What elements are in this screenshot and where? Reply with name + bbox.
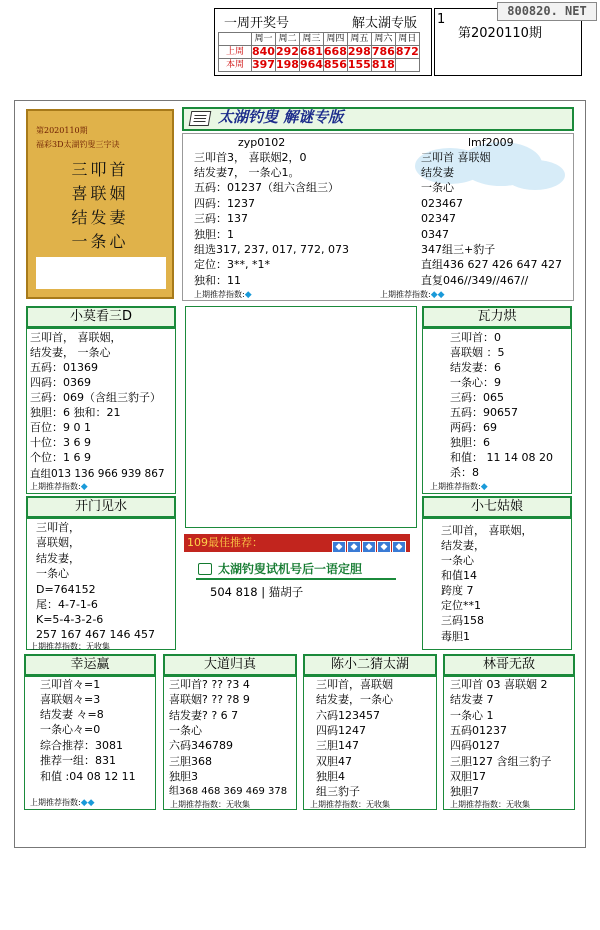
poem-line: 三叩首 xyxy=(71,160,129,179)
pred-line: 四码1247 xyxy=(316,724,366,737)
day-header: 周六 xyxy=(371,33,395,46)
pred-line: 三叩首 03 喜联姻 2 xyxy=(450,678,548,691)
pred-line: 三码：069（含组三豹子） xyxy=(30,391,161,404)
pred-line: 组选317, 237, 017, 772, 073 xyxy=(194,243,349,256)
diamond-icon: ◆ xyxy=(80,482,88,492)
best-recommend-bar xyxy=(184,534,410,552)
row-label: 上周 xyxy=(219,46,252,59)
poem-line: 一条心 xyxy=(71,232,129,251)
panel-title: 小七姑娘 xyxy=(422,496,572,518)
jietai-number: 1 xyxy=(437,12,446,27)
pred-line: 五码：90657 xyxy=(450,406,518,419)
pred-line: 三叩首々=1 xyxy=(40,678,101,691)
pred-line: 0347 xyxy=(421,228,449,241)
pred-line: 五码01237 xyxy=(450,724,507,737)
pred-line: 四码0127 xyxy=(450,739,500,752)
panel-title: 大道归真 xyxy=(163,654,297,676)
center-image-panel xyxy=(185,306,417,528)
recommend-label: 上期推荐指数：无收集 xyxy=(450,800,530,809)
pred-line: 毒胆1 xyxy=(441,630,470,643)
result-cell: 872 xyxy=(395,45,419,58)
pred-line: 十位：3 6 9 xyxy=(30,436,91,449)
result-cell: 681 xyxy=(299,45,323,58)
pred-line: 一条心 xyxy=(441,554,474,567)
result-cell: 668 xyxy=(323,45,347,58)
pred-line: 三叩首 喜联姻 xyxy=(421,151,491,164)
pred-line: 独胆：6 xyxy=(450,436,490,449)
poem-subtitle: 福彩3D太湖钓叟三字诀 xyxy=(36,140,120,149)
result-cell: 397 xyxy=(252,58,275,71)
site-badge[interactable]: 800820. NET xyxy=(497,2,597,21)
pred-line: 一条心々=0 xyxy=(40,723,101,736)
pred-line: 一条心 xyxy=(421,181,454,194)
pred-line: 独胆4 xyxy=(316,770,345,783)
pred-line: 直组013 136 966 939 867 xyxy=(30,468,165,480)
pred-line: 一条心 xyxy=(169,724,202,737)
row-label: 本周 xyxy=(219,59,252,72)
hint-title: 太湖钓叟试机号后一语定胆 xyxy=(196,558,396,580)
recommend-label: 上期推荐指数：无收集 xyxy=(170,800,250,809)
book-icon xyxy=(189,111,212,126)
pred-line: 347组三+豹子 xyxy=(421,243,496,256)
poem-line: 结发妻 xyxy=(71,208,129,227)
panel-title: 开门见水 xyxy=(26,496,176,518)
recommend-label: 上期推荐指数：无收集 xyxy=(30,642,110,651)
diamond-icon: ◆ ◆ ◆ ◆ ◆ xyxy=(331,537,406,555)
author-name: lmf2009 xyxy=(468,136,514,149)
pred-line: 结发妻， xyxy=(441,539,485,552)
pred-line: 三码：137 xyxy=(194,212,248,225)
pred-line: 结发妻? ? 6 7 xyxy=(169,709,239,722)
panel-title: 瓦力烘 xyxy=(422,306,572,328)
pred-line: 三叩首， 喜联姻， xyxy=(30,331,122,344)
pred-line: 独胆：6 独和：21 xyxy=(30,406,121,419)
pred-line: 结发妻 xyxy=(421,166,454,179)
pred-line: 结发妻， xyxy=(36,552,80,565)
week-results-table xyxy=(218,32,420,72)
pred-line: 尾：4-7-1-6 xyxy=(36,598,98,611)
recommend-label: 上期推荐指数:◆◆ xyxy=(380,290,445,300)
main-banner-title: 太湖钓叟 解谜专版 xyxy=(218,108,344,126)
panel-title: 幸运赢 xyxy=(24,654,156,676)
pred-line: 两码：69 xyxy=(450,421,497,434)
pred-line: 02347 xyxy=(421,212,456,225)
diamond-icon: ◆ xyxy=(244,290,252,300)
issue-title: 第2020110期 xyxy=(458,26,542,41)
day-header: 周四 xyxy=(323,33,347,46)
hint-line: 504 818 | 猫胡子 xyxy=(210,585,304,599)
pred-line: 推荐一组：831 xyxy=(40,754,116,767)
pred-line: 独胆：1 xyxy=(194,228,234,241)
pred-line: 结发妻， 一条心 xyxy=(30,346,111,359)
pred-line: 和值： 11 14 08 20 xyxy=(450,451,553,464)
pred-line: 一条心 xyxy=(36,567,69,580)
pred-line: 四码：0369 xyxy=(30,376,91,389)
pred-line: 综合推荐：3081 xyxy=(40,739,123,752)
jietai-title: 解太湖专版 xyxy=(352,16,418,31)
pred-line: 023467 xyxy=(421,197,463,210)
pred-line: 和值 :04 08 12 11 xyxy=(40,770,136,783)
result-cell: 818 xyxy=(371,58,395,71)
author-name: zyp0102 xyxy=(238,136,286,149)
diamond-icon: ◆◆ xyxy=(430,290,445,300)
pred-line: 三胆147 xyxy=(316,739,359,752)
pred-line: 结发妻：6 xyxy=(450,361,501,374)
result-cell: 155 xyxy=(347,58,371,71)
pred-line: 三码158 xyxy=(441,614,484,627)
pred-line: 结发妻7， 一条心1。 xyxy=(194,166,300,179)
day-header: 周二 xyxy=(275,33,299,46)
result-cell xyxy=(395,59,419,72)
recommend-label: 上期推荐指数:◆ xyxy=(194,290,252,300)
pred-line: 喜联姻 ：5 xyxy=(450,346,505,359)
recommend-label: 上期推荐指数：无收集 xyxy=(310,800,390,809)
recommend-label: 上期推荐指数:◆◆ xyxy=(30,798,95,808)
pred-line: 结发妻 々=8 xyxy=(40,708,104,721)
pred-line: 一条心 1 xyxy=(450,709,494,722)
pred-line: 定位：3**, *1* xyxy=(194,258,270,271)
pred-line: 三叩首? ?? ?3 4 xyxy=(169,678,250,691)
panel-title: 陈小二猜太湖 xyxy=(303,654,437,676)
pred-line: 定位**1 xyxy=(441,599,481,612)
pred-line: 结发妻，一条心 xyxy=(316,693,393,706)
poem-blank xyxy=(36,257,166,289)
poem-line: 喜联姻 xyxy=(71,184,129,203)
pred-line: 三叩首， 喜联姻， xyxy=(441,524,533,537)
pred-line: 直复046//349//467// xyxy=(421,274,529,287)
panel-title: 林哥无敌 xyxy=(443,654,575,676)
recommend-label: 上期推荐指数:◆ xyxy=(30,482,88,492)
pred-line: 独胆7 xyxy=(450,785,479,798)
result-cell: 298 xyxy=(347,45,371,58)
pred-line: 独胆3 xyxy=(169,770,198,783)
panel-title: 小莫看三D xyxy=(26,306,176,328)
pred-line: 组368 468 369 469 378 xyxy=(169,786,288,797)
week-title: 一周开奖号 xyxy=(224,16,290,31)
pred-line: 喜联姻々=3 xyxy=(40,693,101,706)
pred-line: 双胆17 xyxy=(450,770,486,783)
day-header: 周一 xyxy=(252,33,276,46)
pred-line: 杀：8 xyxy=(450,466,479,479)
result-cell: 198 xyxy=(275,58,299,71)
pred-line: 和值14 xyxy=(441,569,477,582)
recommend-label: 上期推荐指数:◆ xyxy=(430,482,488,492)
diamond-icon: ◆◆ xyxy=(80,798,95,808)
pred-line: 三码：065 xyxy=(450,391,504,404)
day-header: 周五 xyxy=(347,33,371,46)
day-header: 周日 xyxy=(395,33,419,46)
day-header: 周三 xyxy=(299,33,323,46)
pred-line: 五码：01237（组六含组三） xyxy=(194,181,339,194)
pred-line: 五码：01369 xyxy=(30,361,98,374)
best-recommend-label: 109最佳推荐： xyxy=(187,536,263,549)
pred-line: 三胆127 含组三豹子 xyxy=(450,755,552,768)
pred-line: 三叩首， xyxy=(36,521,80,534)
pred-line: 四码：1237 xyxy=(194,197,255,210)
pred-line: 257 167 467 146 457 xyxy=(36,628,155,641)
pred-line: 直组436 627 426 647 427 xyxy=(421,258,562,271)
pred-line: 结发妻 7 xyxy=(450,693,494,706)
pred-line: 三叩首：0 xyxy=(450,331,501,344)
result-cell: 964 xyxy=(299,58,323,71)
pred-line: 三叩首，喜联姻 xyxy=(316,678,393,691)
result-cell: 292 xyxy=(275,45,299,58)
pred-line: 一条心：9 xyxy=(450,376,501,389)
pred-line: 双胆47 xyxy=(316,755,352,768)
cloud-decoration xyxy=(505,160,565,190)
pred-line: 跨度 7 xyxy=(441,584,474,597)
main-banner xyxy=(182,107,574,131)
pred-line: D=764152 xyxy=(36,583,96,596)
pred-line: 三叩首3， 喜联姻2，0 xyxy=(194,151,307,164)
result-cell: 856 xyxy=(323,58,347,71)
result-cell: 840 xyxy=(252,45,275,58)
pred-line: K=5-4-3-2-6 xyxy=(36,613,104,626)
pred-line: 百位：9 0 1 xyxy=(30,421,91,434)
pred-line: 组三豹子 xyxy=(316,785,360,798)
result-cell: 786 xyxy=(371,45,395,58)
pred-line: 六码346789 xyxy=(169,739,233,752)
poem-card xyxy=(26,109,174,299)
pred-line: 个位：1 6 9 xyxy=(30,451,91,464)
poem-issue: 第2020110期 xyxy=(36,126,88,135)
pred-line: 喜联姻? ?? ?8 9 xyxy=(169,693,250,706)
diamond-icon: ◆ xyxy=(480,482,488,492)
pred-line: 喜联姻， xyxy=(36,536,80,549)
pred-line: 独和：11 xyxy=(194,274,241,287)
pred-line: 三胆368 xyxy=(169,755,212,768)
pred-line: 六码123457 xyxy=(316,709,380,722)
